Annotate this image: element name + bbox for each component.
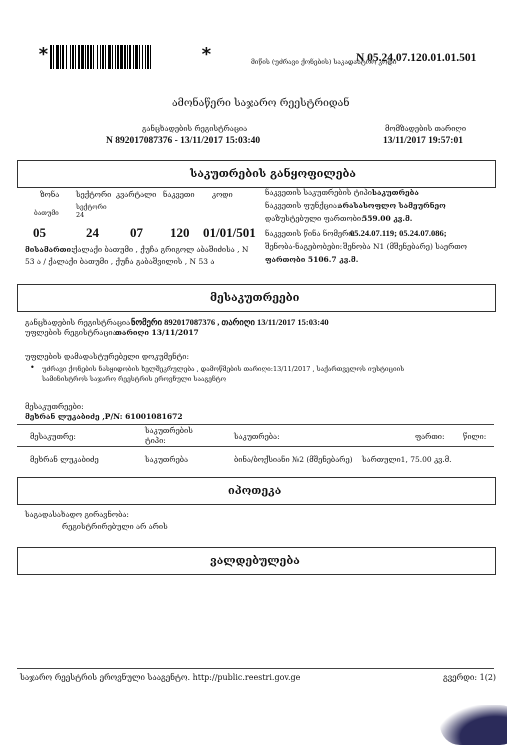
basis-bullet: •	[30, 363, 35, 372]
owners-decision-value: თარიღი 13/11/2017	[115, 328, 199, 337]
col-header-plot: ნაკვეთი	[163, 190, 195, 199]
corner-shadow	[440, 705, 507, 745]
basis-text-line1: უძრავი ქონების ნასყიდობის ხელშეკრულება , დამოწმების თარიღი:13/11/2017 , საქართველოს იუსტიციის	[42, 365, 405, 373]
address-text: ქალაქი ბათუმი , ქუჩა გრიგოლ აბაშიძისა , N	[73, 245, 249, 254]
table-header-type-line2: ტიპი:	[145, 436, 166, 445]
barcode-image	[50, 45, 200, 69]
table-header-property: საკუთრება:	[234, 432, 280, 441]
building-label: შენობა-ნაგებობები:	[265, 242, 343, 251]
table-row-owner: მეხრან ლუკაბიძე	[30, 455, 99, 464]
address-text2: 53 ა / ქალაქი ბათუმი , ქუჩა გაბაშვილის , N 53 ა	[25, 257, 215, 266]
application-reg-label: განცხადების რეგისტრაცია	[142, 124, 248, 133]
value-code: 01/01/501	[203, 225, 256, 240]
obligations-section-title: ვალდებულება	[210, 554, 300, 567]
property-section-title: საკუთრების განყოფილება	[190, 167, 356, 180]
address-label: მისამართი:	[25, 245, 74, 254]
building-value: შენობა N1 (მშენებარე) საერთო	[343, 242, 467, 251]
table-row-property: ბინა/ბოქსიანი №2 (მშენებარე)	[234, 455, 353, 464]
mortgage-applicant-label: საგადასახადო გირავნობა:	[25, 510, 129, 519]
table-header-share: წილი:	[463, 432, 487, 441]
document-title: ამონაწერი საჯარო რეესტრიდან	[172, 97, 350, 109]
land-purpose-label: ნაკვეთის ფუნქცია:	[265, 201, 340, 210]
owners-table-header-line	[17, 446, 494, 447]
zone-name: ბათუმი	[34, 209, 59, 217]
owners-reg-label: განცხადების რეგისტრაცია :	[25, 318, 136, 327]
issue-date-value: 13/11/2017 19:57:01	[383, 136, 463, 146]
owners-table-top-line	[17, 424, 494, 425]
table-header-type-line1: საკუთრების	[145, 426, 193, 435]
previous-number-label: ნაკვეთის წინა ნომერი:	[265, 229, 355, 238]
owners-reg-value: ნომერი 892017087376 , თარიღი 13/11/2017 15:03:40	[131, 317, 329, 327]
issue-date-label: მომზადების თარიღი	[385, 124, 467, 133]
basis-label: უფლების დამადასტურებელი დოკუმენტი:	[25, 352, 189, 361]
footer-left-text: საჯარო რეესტრის ეროვნული სააგენტო. http://public.reestri.gov.ge	[20, 673, 301, 682]
building-area: ფართობი 5106.7 კვ.მ.	[265, 255, 359, 264]
value-quarter: 07	[130, 225, 143, 240]
barcode-caption: მიწის (უძრავი ქონების) საკადასტრო კოდი	[251, 58, 397, 66]
col-header-zone: ზონა	[40, 190, 60, 199]
previous-number-value: 05.24.07.119; 05.24.07.086;	[350, 228, 447, 238]
land-purpose-value: არასასოფლო სამეურნეო	[338, 201, 446, 210]
mortgage-section-title: იპოთეკა	[228, 484, 282, 497]
owner-label: მესაკუთრეები:	[25, 402, 84, 411]
barcode-end-star: *	[201, 44, 212, 65]
application-reg-value: N 892017087376 - 13/11/2017 15:03:40	[106, 136, 261, 146]
owner-value: მეხრან ლუკაბიძე ,P/N: 61001081672	[25, 412, 183, 421]
col-header-quarter: კვარტალი	[116, 190, 157, 199]
table-row-property-detail: სართული1, 75.00 კვ.მ.	[362, 455, 452, 464]
declared-area-label: დაზუსტებული ფართობი:	[265, 214, 364, 223]
col-header-code: კოდი	[212, 190, 233, 199]
value-plot: 120	[170, 225, 190, 240]
owners-decision-label: უფლების რეგისტრაცია:	[25, 328, 120, 337]
barcode-bar	[151, 45, 153, 69]
col-header-sector: სექტორი	[76, 190, 112, 199]
sector-name: სექტორი 24	[76, 203, 107, 219]
table-header-area: ფართი:	[415, 432, 445, 441]
land-status-label: ნაკვეთის საკუთრების ტიპი:	[265, 188, 375, 197]
basis-text-line2: სამინისტროს საჯარო რეესტრის ეროვნული სააგენტო	[42, 375, 226, 383]
land-status-value: საკუთრება	[372, 188, 419, 197]
mortgage-applicant-value: რეგისტრირებული არ არის	[62, 522, 168, 531]
value-sector: 24	[86, 225, 99, 240]
footer-line	[17, 668, 494, 669]
table-row-type: საკუთრება	[145, 455, 189, 464]
value-zone: 05	[33, 225, 46, 240]
footer-page-label: გვერდი: 1(2)	[443, 673, 497, 682]
owners-section-title: მესაკუთრეები	[210, 291, 300, 304]
declared-area-value: 559.00 კვ.მ.	[362, 214, 413, 223]
barcode-start-star: *	[38, 44, 49, 65]
cadastral-code: N 05.24.07.120.01.01.501	[356, 52, 477, 64]
table-header-owner: მესაკუთრე:	[30, 432, 76, 441]
